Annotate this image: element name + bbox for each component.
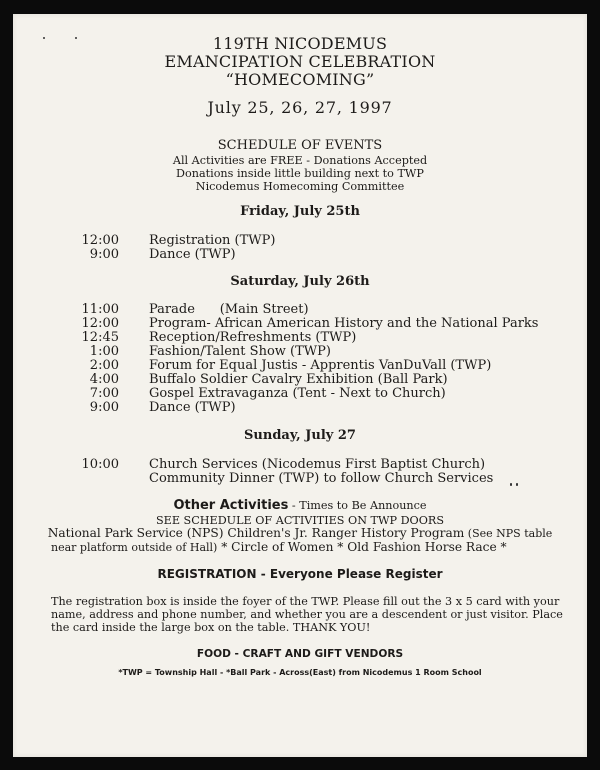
event-time: 4:00 (89, 372, 119, 387)
day-heading-saturday: Saturday, July 26th (230, 274, 370, 289)
event-text: Community Dinner (TWP) to follow Church Services (149, 471, 494, 486)
print-speck (43, 37, 45, 39)
registration-heading: REGISTRATION - Everyone Please Register (157, 567, 443, 581)
event-text: Dance (TWP) (149, 400, 236, 415)
day-heading-friday: Friday, July 25th (240, 204, 360, 219)
registration-line-1: The registration box is inside the foyer of the TWP. Please fill out the 3 x 5 card with your (51, 595, 560, 608)
footnote: *TWP = Township Hall - *Ball Park - Across(East) from Nicodemus 1 Room School (118, 668, 482, 677)
event-time: 10:00 (81, 457, 119, 472)
registration-line-2: name, address and phone number, and whether you are a descendent or just visitor. Place (51, 608, 563, 621)
event-time: 2:00 (89, 358, 119, 373)
intro-line-1: All Activities are FREE - Donations Accepted (172, 154, 428, 167)
nps-program: National Park Service (NPS) Children's Jr. Ranger History Program (47, 526, 465, 540)
other-events: * Circle of Women * Old Fashion Horse Race * (217, 540, 507, 554)
title-line-1: 119TH NICODEMUS (212, 34, 388, 53)
event-text: Fashion/Talent Show (TWP) (149, 344, 331, 359)
event-text: Reception/Refreshments (TWP) (149, 330, 357, 345)
event-time: 12:45 (81, 330, 119, 345)
other-activities-line-1: SEE SCHEDULE OF ACTIVITIES ON TWP DOORS (156, 514, 444, 527)
other-activities-heading (13, 498, 587, 513)
event-time: 12:00 (81, 316, 119, 331)
title-line-3: “HOMECOMING” (225, 70, 375, 89)
event-text: Forum for Equal Justis - Apprentis VanDuVall (TWP) (149, 358, 492, 373)
other-activities-line-2 (13, 526, 587, 540)
nps-note-cont: near platform outside of Hall) (51, 541, 218, 554)
other-activities-note: - Times to Be Announce (288, 499, 427, 512)
event-time: 1:00 (89, 344, 119, 359)
schedule-heading: SCHEDULE OF EVENTS (217, 138, 383, 153)
flyer-page (13, 14, 587, 757)
print-speck (516, 483, 518, 486)
intro-line-2: Donations inside little building next to TWP (176, 167, 424, 180)
event-text: Gospel Extravaganza (Tent - Next to Church) (149, 386, 446, 401)
print-speck (510, 483, 512, 486)
event-text: Program- African American History and the National Parks (149, 316, 539, 331)
event-dates: July 25, 26, 27, 1997 (207, 98, 393, 117)
registration-line-3: the card inside the large box on the table. THANK YOU! (51, 621, 371, 634)
event-text: Dance (TWP) (149, 247, 236, 262)
nps-note: (See NPS table (464, 527, 553, 540)
event-text: Buffalo Soldier Cavalry Exhibition (Ball Park) (149, 372, 448, 387)
title-line-2: EMANCIPATION CELEBRATION (164, 52, 436, 71)
event-time: 7:00 (89, 386, 119, 401)
food-heading: FOOD - CRAFT AND GIFT VENDORS (196, 648, 404, 660)
event-text: Parade (Main Street) (149, 302, 309, 317)
day-heading-sunday: Sunday, July 27 (244, 428, 356, 443)
event-time: 9:00 (89, 247, 119, 262)
intro-line-3: Nicodemus Homecoming Committee (195, 180, 405, 193)
print-speck (75, 37, 77, 39)
event-time: 9:00 (89, 400, 119, 415)
event-time: 12:00 (81, 233, 119, 248)
event-text: Registration (TWP) (149, 233, 276, 248)
event-time: 11:00 (81, 302, 119, 317)
event-text: Church Services (Nicodemus First Baptist Church) (149, 457, 486, 472)
other-activities-title: Other Activities (173, 498, 289, 513)
other-activities-line-3 (51, 540, 507, 554)
